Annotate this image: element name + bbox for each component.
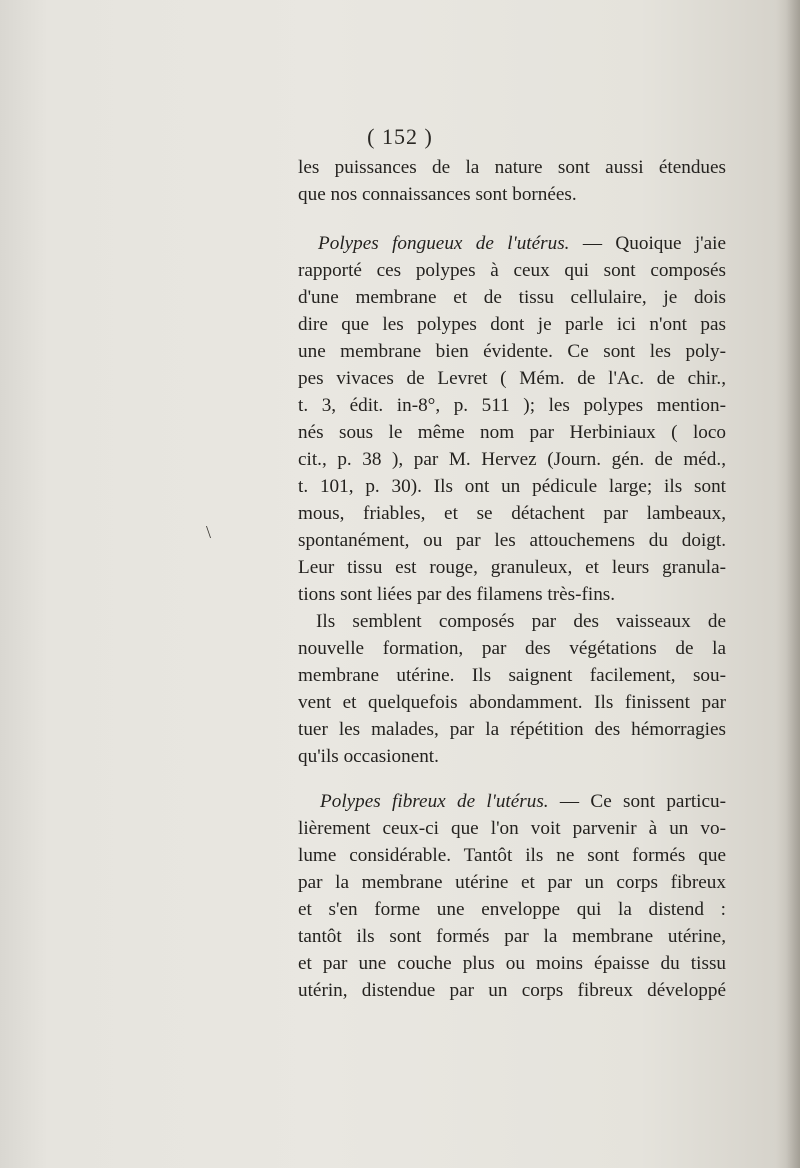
text-line: une membrane bien évidente. Ce sont les poly- [298,341,726,362]
text-line: rapporté ces polypes à ceux qui sont composés [298,260,726,281]
page-number: ( 152 ) [367,124,433,149]
text-line: tuer les malades, par la répétition des hémorragies [298,719,726,740]
text-line: vent et quelquefois abondamment. Ils finissent par [298,692,726,713]
text-line: membrane utérine. Ils saignent facilement, sou- [298,665,726,686]
text-line: d'une membrane et de tissu cellulaire, je dois [298,287,726,308]
section-polypes-fongueux [298,230,726,608]
margin-mark: \ [206,522,212,542]
text-line: Ils semblent composés par des vaisseaux de [316,611,726,632]
page-edge-shadow [786,0,800,1168]
text-line: cit., p. 38 ), par M. Hervez (Journ. gén. de méd., [298,449,726,470]
paragraph-vaisseaux [298,608,726,770]
text-line: — Ce sont particu- [548,791,726,812]
text-line: utérin, distendue par un corps fibreux développé [298,980,726,1001]
text-line: t. 3, édit. in-8°, p. 511 ); les polypes mention- [298,395,726,416]
text-line: — Quoique j'aie [569,233,726,254]
text-line: qu'ils occasionent. [298,746,439,767]
text-line: par la membrane utérine et par un corps fibreux [298,872,726,893]
text-line: mous, friables, et se détachent par lambeaux, [298,503,726,524]
section-heading-line [298,788,726,815]
text-line: pes vivaces de Levret ( Mém. de l'Ac. de chir., [298,368,726,389]
paragraph-continuation [298,154,726,208]
text-line: et par une couche plus ou moins épaisse du tissu [298,953,726,974]
text-line: tantôt ils sont formés par la membrane utérine, [298,926,726,947]
text-line: lièrement ceux-ci que l'on voit parvenir à un vo- [298,818,726,839]
text-line: et s'en forme une enveloppe qui la distend : [298,899,726,920]
text-line: Leur tissu est rouge, granuleux, et leurs granula- [298,557,726,578]
text-line: dire que les polypes dont je parle ici n'ont pas [298,314,726,335]
page-body [298,154,726,1004]
text-line: nouvelle formation, par des végétations de la [298,638,726,659]
section-heading-line [298,230,726,257]
section-polypes-fibreux [298,788,726,1004]
text-line: tions sont liées par des filamens très-fins. [298,584,616,605]
text-line: les puissances de la nature sont aussi étendues [298,157,726,178]
text-line: nés sous le même nom par Herbiniaux ( loco [298,422,726,443]
section-title: Polypes fongueux de l'utérus. [318,233,570,254]
text-line: lume considérable. Tantôt ils ne sont formés que [298,845,726,866]
text-line: que nos connaissances sont bornées. [298,184,577,205]
section-title: Polypes fibreux de l'utérus. [320,791,549,812]
text-line: t. 101, p. 30). Ils ont un pédicule large; ils sont [298,476,726,497]
text-line: spontanément, ou par les attouchemens du doigt. [298,530,726,551]
